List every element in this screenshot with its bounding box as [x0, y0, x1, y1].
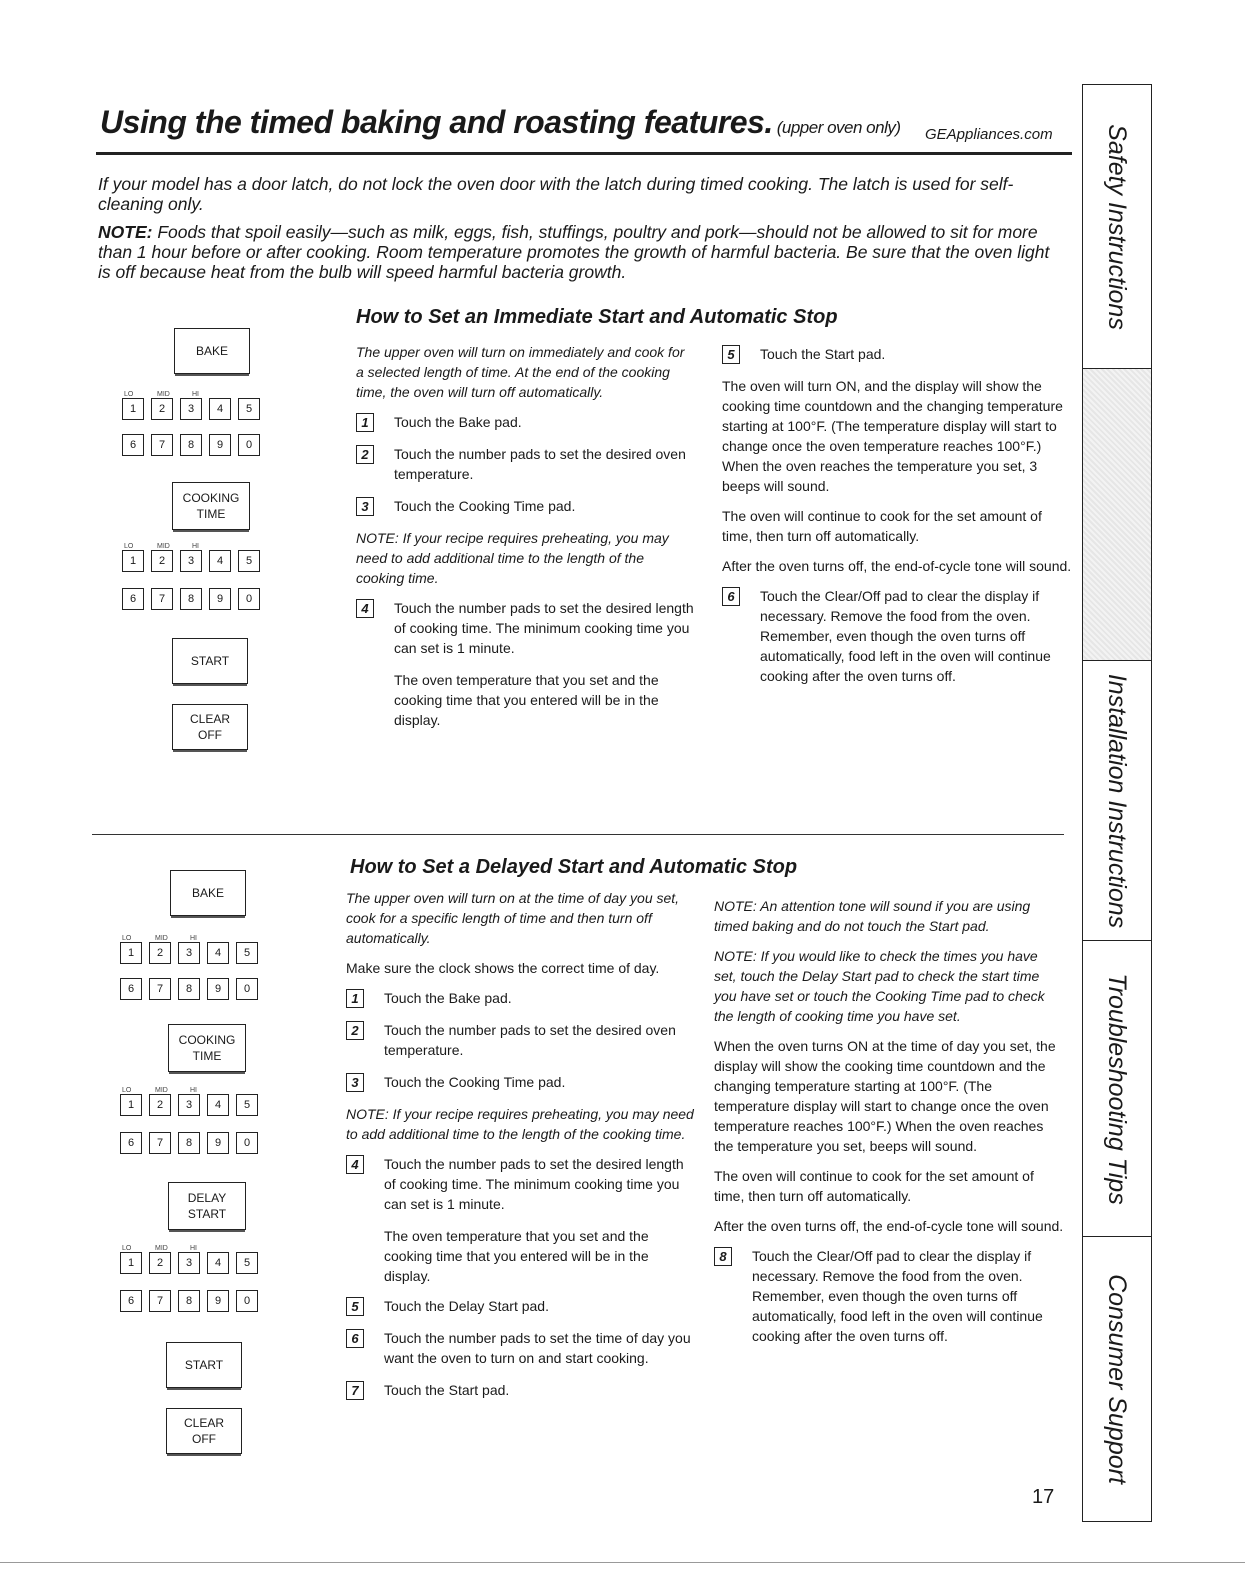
step-3: 3 Touch the Cooking Time pad.	[346, 1072, 696, 1092]
key-7[interactable]: 7	[151, 588, 173, 610]
key-9[interactable]: 9	[207, 1290, 229, 1312]
page-subtitle: (upper oven only)	[776, 118, 901, 137]
key-3[interactable]: 3	[180, 398, 202, 420]
lo-label: LO	[122, 1245, 132, 1252]
section2-on-text: When the oven turns ON at the time of day you set, the display will show the cooking time countdown and the changing temperature starting at 100°F. (The temperature display will start to change once the oven temperature reaches 100°F.) When the oven reaches the temperature you set, beeps will sound.	[714, 1038, 1056, 1154]
key-0[interactable]: 0	[238, 434, 260, 456]
key-3[interactable]: 3	[180, 550, 202, 572]
key-3[interactable]: 3	[178, 1252, 200, 1274]
section1-continue-text: The oven will continue to cook for the set amount of time, then turn off automatically.	[722, 508, 1042, 544]
title-rule	[96, 152, 1072, 155]
key-8[interactable]: 8	[180, 588, 202, 610]
step-4-detail: The oven temperature that you set and the cooking time that you entered will be in the display.	[384, 1228, 649, 1284]
key-7[interactable]: 7	[149, 1290, 171, 1312]
tab-installation-instructions[interactable]: Installation Instructions	[1083, 661, 1151, 941]
key-5[interactable]: 5	[238, 550, 260, 572]
key-5[interactable]: 5	[236, 942, 258, 964]
number-pads-temp-row2	[122, 434, 260, 456]
step-7: 7 Touch the Start pad.	[346, 1380, 696, 1400]
key-2[interactable]: 2	[151, 550, 173, 572]
start-pad[interactable]: START	[172, 638, 248, 684]
step-4: 4 Touch the number pads to set the desired length of cooking time. The minimum cooking time you can set is 1 minute.	[346, 1154, 696, 1214]
key-6[interactable]: 6	[122, 434, 144, 456]
section-divider	[92, 834, 1064, 835]
key-4[interactable]: 4	[207, 942, 229, 964]
lo-label: LO	[122, 935, 132, 942]
key-8[interactable]: 8	[180, 434, 202, 456]
step-5: 5 Touch the Start pad.	[722, 344, 1072, 364]
key-6[interactable]: 6	[122, 588, 144, 610]
step-4-detail: The oven temperature that you set and the cooking time that you entered will be in the display.	[394, 672, 659, 728]
section1-intro: The upper oven will turn on immediately and cook for a selected length of time. At the end of the cooking time, the oven will turn off automatically.	[356, 344, 685, 400]
step-6: 6 Touch the Clear/Off pad to clear the display if necessary. Remove the food from the oven. Remember, even though the oven turns off automatically, food left in the oven will continue cooking after the oven turns off.	[722, 586, 1072, 686]
key-9[interactable]: 9	[207, 978, 229, 1000]
cooking-time-pad[interactable]: COOKING TIME	[172, 482, 250, 530]
cooking-time-pad[interactable]: COOKING TIME	[168, 1024, 246, 1072]
section2-continue-text: The oven will continue to cook for the set amount of time, then turn off automatically.	[714, 1168, 1034, 1204]
section1-on-text: The oven will turn ON, and the display will show the cooking time countdown and the changing temperature starting at 100°F. (The temperature display will start to change once the oven temperature reaches 100°F.) When the oven reaches the temperature you set, 3 beeps will sound.	[722, 378, 1063, 494]
step-2: 2 Touch the number pads to set the desired oven temperature.	[346, 1020, 696, 1060]
section1-note: NOTE: If your recipe requires preheating, you may need to add additional time to the length of the cooking time.	[356, 530, 669, 586]
key-9[interactable]: 9	[209, 434, 231, 456]
hi-label: HI	[190, 1087, 197, 1094]
tab-consumer-support[interactable]: Consumer Support	[1103, 1274, 1131, 1484]
hi-label: HI	[192, 543, 199, 550]
page-number: 17	[1032, 1486, 1055, 1508]
section2-after-text: After the oven turns off, the end-of-cycle tone will sound.	[714, 1218, 1064, 1234]
key-1[interactable]: 1	[122, 398, 144, 420]
section2-left-column	[346, 888, 696, 1412]
section1-left-column	[356, 342, 696, 740]
key-4[interactable]: 4	[209, 550, 231, 572]
key-9[interactable]: 9	[207, 1132, 229, 1154]
intro-note: NOTE: Foods that spoil easily—such as milk, eggs, fish, stuffings, poultry and pork—should not be allowed to sit for more than 1 hour before or after cooking. Room temperature promotes the growth of harmful bacteria. Be sure that the oven light is off because heat from the bulb will speed harmful bacteria growth.	[98, 222, 1050, 282]
key-6[interactable]: 6	[120, 1290, 142, 1312]
key-4[interactable]: 4	[209, 398, 231, 420]
key-0[interactable]: 0	[236, 1132, 258, 1154]
start-pad[interactable]: START	[166, 1342, 242, 1388]
key-5[interactable]: 5	[236, 1252, 258, 1274]
key-0[interactable]: 0	[236, 978, 258, 1000]
bake-pad[interactable]: BAKE	[170, 870, 246, 916]
key-1[interactable]: 1	[122, 550, 144, 572]
hi-label: HI	[192, 391, 199, 398]
site-url: GEAppliances.com	[925, 126, 1053, 143]
number-pads-start-time	[120, 1252, 258, 1274]
key-2[interactable]: 2	[149, 1252, 171, 1274]
number-pads-temp-row2	[120, 978, 258, 1000]
key-1[interactable]: 1	[120, 942, 142, 964]
key-1[interactable]: 1	[120, 1252, 142, 1274]
number-pads-temp	[120, 942, 258, 964]
lo-label: LO	[124, 391, 134, 398]
key-7[interactable]: 7	[151, 434, 173, 456]
step-3: 3 Touch the Cooking Time pad.	[356, 496, 696, 516]
hi-label: HI	[190, 1245, 197, 1252]
clear-off-pad[interactable]: CLEAR OFF	[172, 704, 248, 750]
number-pads-time-row2	[122, 588, 260, 610]
step-1: 1 Touch the Bake pad.	[346, 988, 696, 1008]
key-2[interactable]: 2	[151, 398, 173, 420]
mid-label: MID	[157, 391, 170, 398]
number-pads-start-time-row2	[120, 1290, 258, 1312]
section2-intro: The upper oven will turn on at the time of day you set, cook for a specific length of time and then turn off automatically.	[346, 890, 680, 946]
lo-label: LO	[122, 1087, 132, 1094]
section2-right-column	[714, 896, 1064, 1358]
key-6[interactable]: 6	[120, 1132, 142, 1154]
step-8: 8 Touch the Clear/Off pad to clear the display if necessary. Remove the food from the oven. Remember, even though the oven turns off automatically, food left in the oven will continue cooking after the oven turns off.	[714, 1246, 1064, 1346]
tab-troubleshooting-tips[interactable]: Troubleshooting Tips	[1083, 941, 1151, 1237]
clear-off-pad[interactable]: CLEAR OFF	[166, 1408, 242, 1454]
step-6: 6 Touch the number pads to set the time of day you want the oven to turn on and start cooking.	[346, 1328, 696, 1368]
hi-label: HI	[190, 935, 197, 942]
key-3[interactable]: 3	[178, 1094, 200, 1116]
page-title: Using the timed baking and roasting features. (upper oven only)	[100, 104, 901, 140]
key-2[interactable]: 2	[149, 1094, 171, 1116]
number-pads-temp	[122, 398, 260, 420]
step-5: 5 Touch the Delay Start pad.	[346, 1296, 696, 1316]
key-5[interactable]: 5	[238, 398, 260, 420]
mid-label: MID	[155, 1087, 168, 1094]
section2-clock-text: Make sure the clock shows the correct time of day.	[346, 960, 660, 976]
key-1[interactable]: 1	[120, 1094, 142, 1116]
step-4: 4 Touch the number pads to set the desired length of cooking time. The minimum cooking time you can set is 1 minute.	[356, 598, 696, 658]
lo-label: LO	[124, 543, 134, 550]
key-2[interactable]: 2	[149, 942, 171, 964]
key-8[interactable]: 8	[178, 978, 200, 1000]
key-5[interactable]: 5	[236, 1094, 258, 1116]
key-7[interactable]: 7	[149, 1132, 171, 1154]
key-3[interactable]: 3	[178, 942, 200, 964]
tab-safety-instructions[interactable]: Safety Instructions	[1083, 85, 1151, 369]
section1-title: How to Set an Immediate Start and Automatic Stop	[356, 306, 838, 328]
section2-title: How to Set a Delayed Start and Automatic Stop	[350, 856, 798, 878]
key-8[interactable]: 8	[178, 1132, 200, 1154]
key-0[interactable]: 0	[236, 1290, 258, 1312]
section-tabs	[1082, 84, 1152, 1522]
intro-paragraph: If your model has a door latch, do not lock the oven door with the latch during timed cooking. The latch is used for self-cleaning only.	[98, 174, 1014, 214]
step-1: 1 Touch the Bake pad.	[356, 412, 696, 432]
key-9[interactable]: 9	[209, 588, 231, 610]
number-pads-time	[120, 1094, 258, 1116]
number-pads-time-row2	[120, 1132, 258, 1154]
key-4[interactable]: 4	[207, 1252, 229, 1274]
key-4[interactable]: 4	[207, 1094, 229, 1116]
section2-note: NOTE: If your recipe requires preheating, you may need to add additional time to the length of the cooking time.	[346, 1106, 694, 1142]
key-0[interactable]: 0	[238, 588, 260, 610]
step-2: 2 Touch the number pads to set the desired oven temperature.	[356, 444, 696, 484]
mid-label: MID	[155, 935, 168, 942]
section2-note-check: NOTE: If you would like to check the times you have set, touch the Delay Start pad to check the start time you have set or touch the Cooking Time pad to check the length of cooking time you have set.	[714, 948, 1045, 1024]
section2-note-attention: NOTE: An attention tone will sound if you are using timed baking and do not touch the Start pad.	[714, 898, 1031, 934]
key-7[interactable]: 7	[149, 978, 171, 1000]
bake-pad[interactable]: BAKE	[174, 328, 250, 374]
mid-label: MID	[157, 543, 170, 550]
section1-right-column	[722, 344, 1072, 698]
number-pads-time	[122, 550, 260, 572]
key-8[interactable]: 8	[178, 1290, 200, 1312]
tab-current-section-marker	[1083, 369, 1151, 661]
mid-label: MID	[155, 1245, 168, 1252]
page-edge	[0, 1562, 1245, 1563]
key-6[interactable]: 6	[120, 978, 142, 1000]
section1-after-text: After the oven turns off, the end-of-cycle tone will sound.	[722, 558, 1072, 574]
delay-start-pad[interactable]: DELAY START	[168, 1182, 246, 1230]
